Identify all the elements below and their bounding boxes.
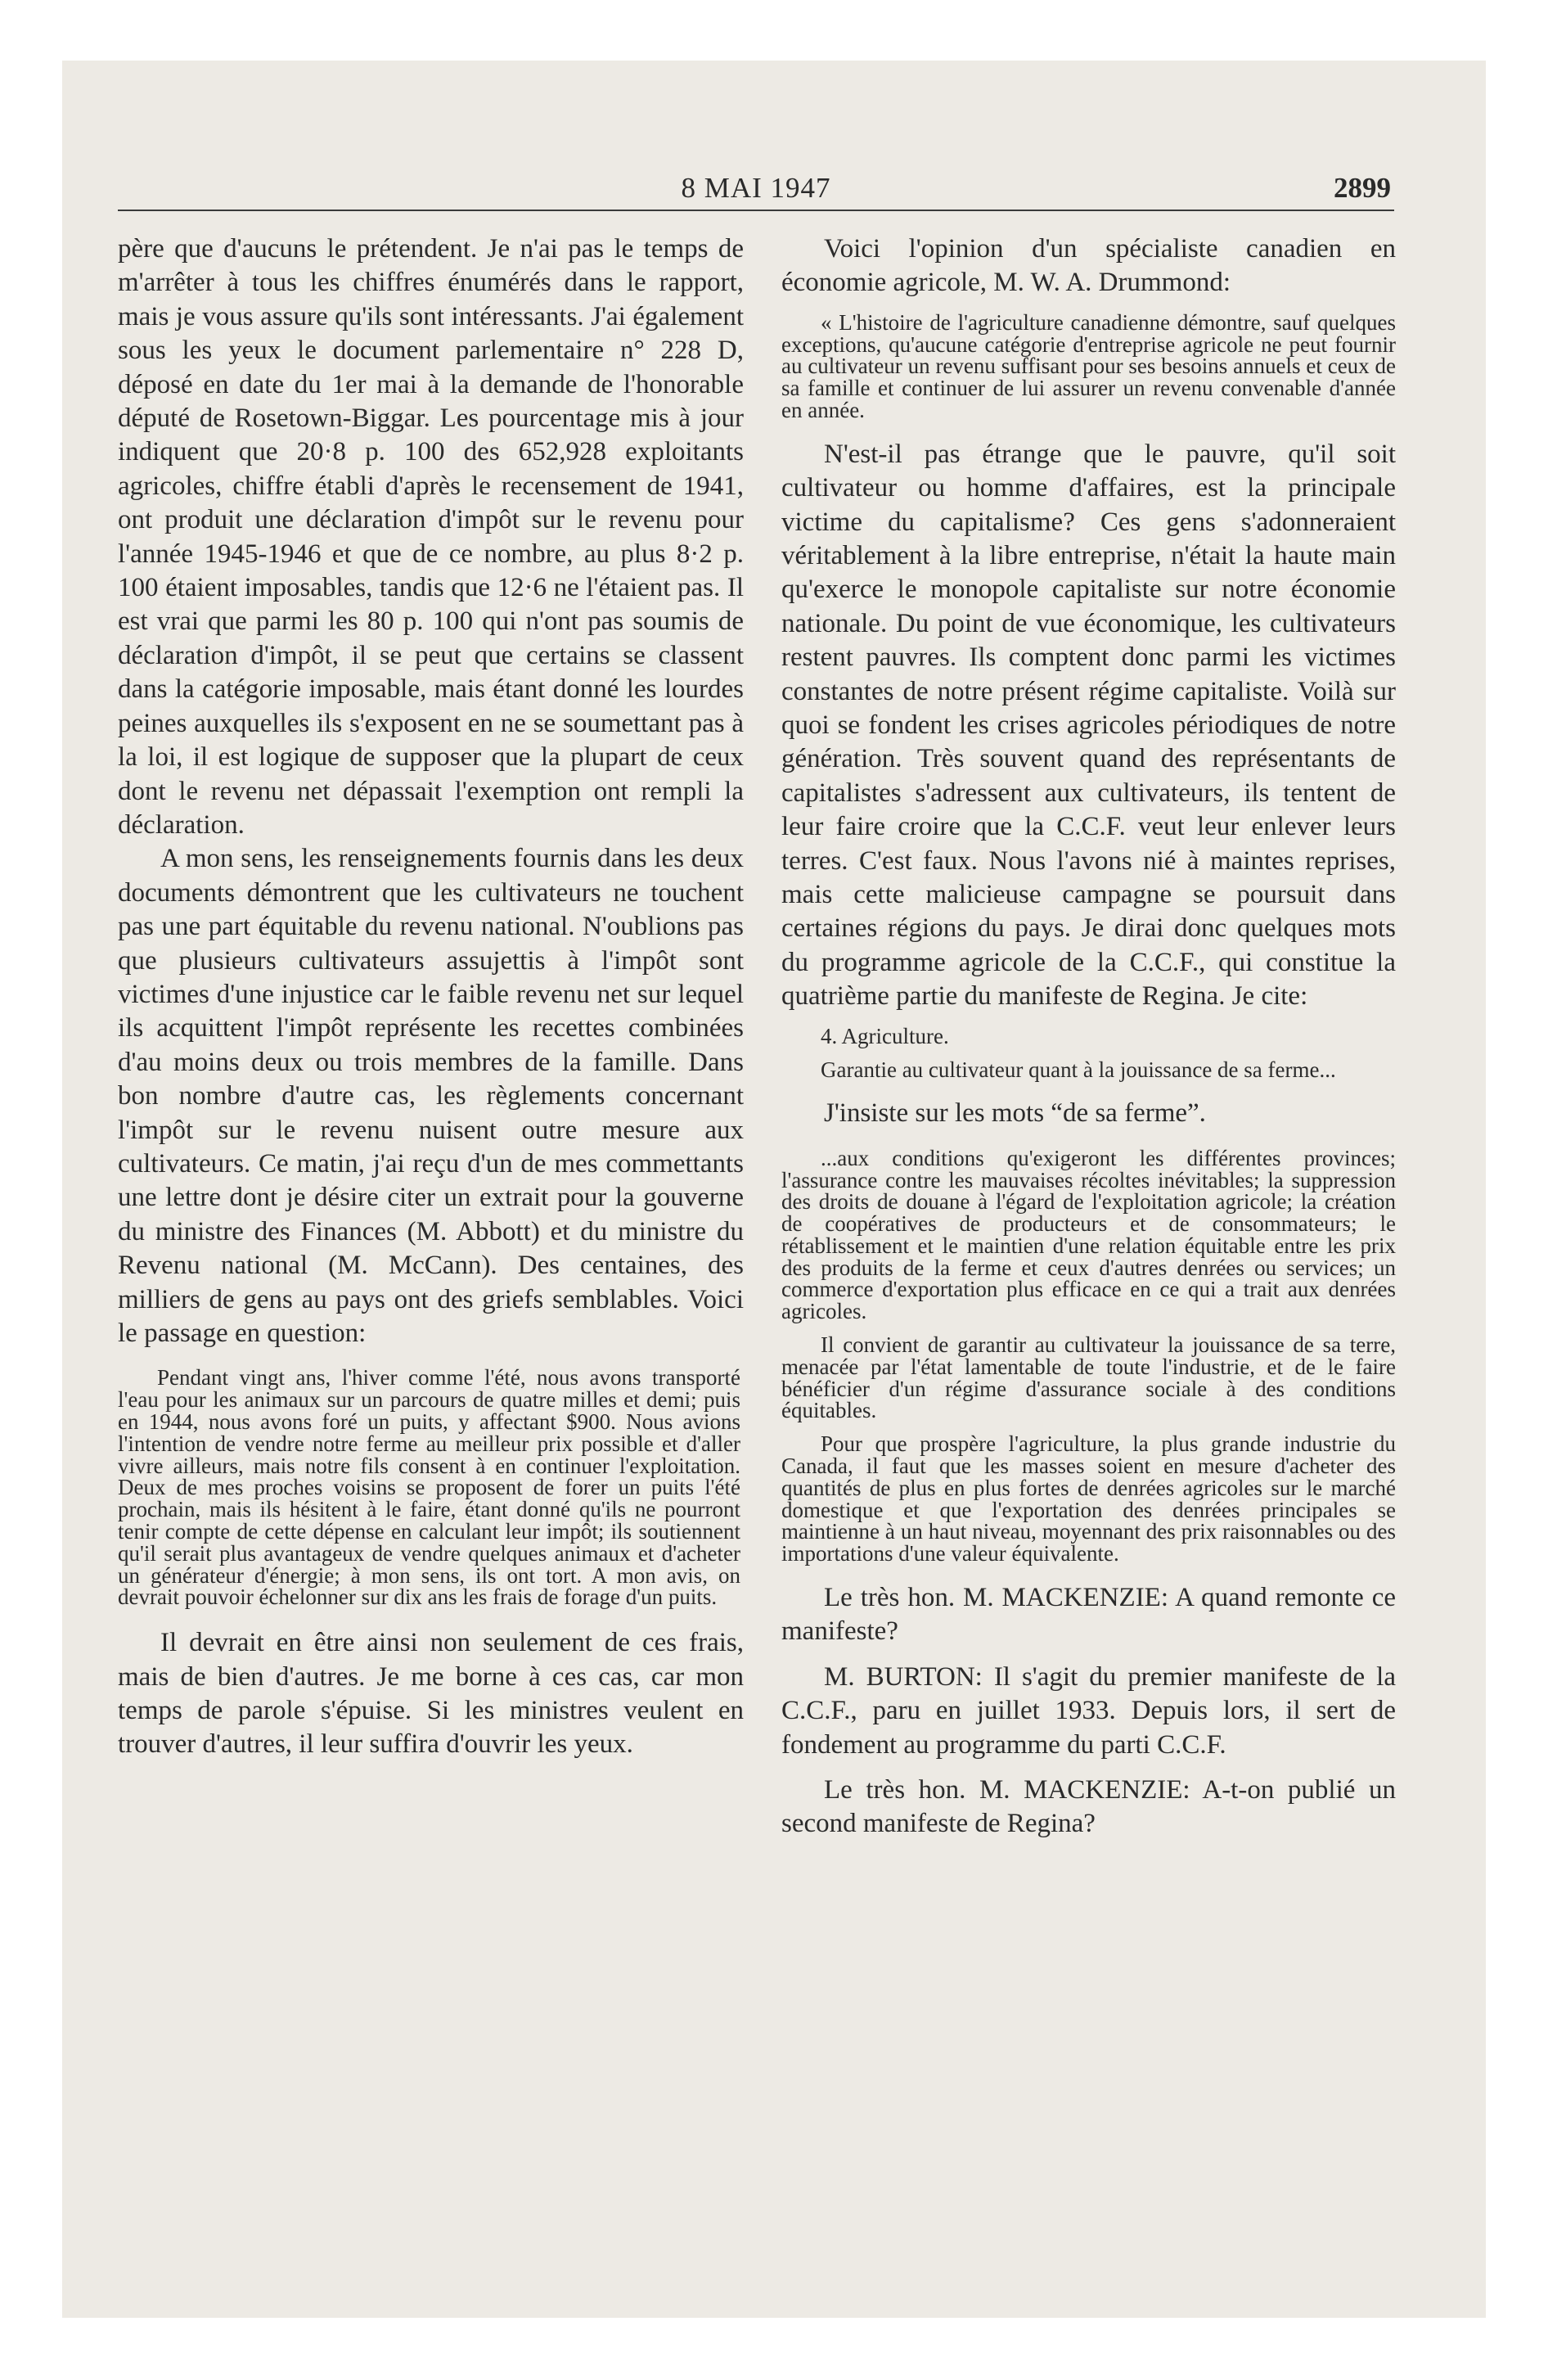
paragraph: J'insiste sur les mots “de sa ferme”.	[824, 1098, 1206, 1129]
quote-paragraph: Pendant vingt ans, l'hiver comme l'été, nous avons transporté l'eau pour les animaux sur un parcours de quatre milles et demi; puis en 1944, nous avons foré un puits, y affectant $900. Nous avions l'intention de vendre notre ferme au meilleur prix possible et d'aller vivre ailleurs, mais notre fils consent à en continuer l'exploitation. Deux de mes proches voisins se proposent de forer un puits l'été prochain, mais ils hésitent à le faire, étant donné qu'ils ne pourront tenir compte de cette dépense en calculant leur impôt; ils soutiennent qu'il serait plus avantageux de vendre quelques animaux et d'acheter un générateur d'énergie; à mon sens, ils ont tort. A mon avis, on devrait pouvoir échelonner sur dix ans les frais de forage d'un puits.	[118, 1365, 740, 1610]
quote-heading: 4. Agriculture.	[821, 1023, 949, 1048]
header-date: 8 MAI 1947	[681, 172, 831, 204]
paragraph: père que d'aucuns le prétendent. Je n'ai pas le temps de m'arrêter à tous les chiffres énumérés dans le rapport, mais je vous assure qu'ils sont intéressants. J'ai également sous les yeux le document parlementaire n° 228 D, déposé en date du 1er mai à la demande de l'honorable député de Rosetown-Biggar. Les pourcentage mis à jour indiquent que 20·8 p. 100 des 652,928 exploitants agricoles, chiffre établi d'après le recensement de 1941, ont produit une déclaration d'impôt sur le revenu pour l'année 1945-1946 et que de ce nombre, au plus 8·2 p. 100 étaient imposables, tandis que 12·6 ne l'étaient pas. Il est vrai que parmi les 80 p. 100 qui n'ont pas soumis de déclaration d'impôt, il se peut que certains se classent dans la catégorie imposable, mais étant donné les lourdes peines auxquelles ils s'exposent en ne se soumettant pas à la loi, il est logique de supposer que la plupart de ceux dont le revenu net dépassait l'exemption ont rempli la déclaration.	[118, 234, 744, 840]
paragraph: A mon sens, les renseignements fournis dans les deux documents démontrent que les cultivateurs ne touchent pas une part équitable du revenu national. N'oublions pas que plusieurs cultivateurs assujettis à l'impôt sont victimes d'une injustice car le faible revenu net sur lequel ils acquittent l'impôt représente les recettes combinées d'au moins deux ou trois membres de la famille. Dans bon nombre d'autre cas, les règlements concernant l'impôt sur le revenu nuisent outre mesure aux cultivateurs. Ce matin, j'ai reçu d'un de mes commettants une lettre dont je désire citer un extrait pour la gouverne du ministre des Finances (M. Abbott) et du ministre du Revenu national (M. McCann). Des centaines, des milliers de gens au pays ont des griefs semblables. Voici le passage en question:	[118, 844, 744, 1348]
paragraph: N'est-il pas étrange que le pauvre, qu'il soit cultivateur ou homme d'affaires, est la principale victime du capitalisme? Ces gens s'adonneraient véritablement à la libre entreprise, n'était la haute main qu'exerce le monopole capitaliste sur notre économie nationale. Du point de vue économique, les cultivateurs restent pauvres. Ils comptent donc parmi les victimes constantes de notre présent régime capitaliste. Voilà sur quoi se fondent les crises agricoles périodiques de notre génération. Très souvent quand des représentants de capitalistes s'adressent aux cultivateurs, ils tentent de leur faire croire que la C.C.F. veut leur enlever leurs terres. C'est faux. Nous l'avons nié à maintes reprises, mais cette malicieuse campagne se poursuit dans certaines régions du pays. Je dirai donc quelques mots du programme agricole de la C.C.F., qui constitue la quatrième partie du manifeste de Regina. Je cite:	[781, 439, 1396, 1012]
quote-paragraph: Garantie au cultivateur quant à la jouissance de sa ferme...	[821, 1057, 1336, 1082]
quote-paragraph: « L'histoire de l'agriculture canadienne démontre, sauf quelques exceptions, qu'aucune catégorie d'entreprise agricole ne peut fournir au cultivateur un revenu suffisant pour ses besoins annuels et ceux de sa famille et continuer de lui assurer un revenu convenable d'année en année.	[781, 309, 1396, 422]
quote-paragraph: Il convient de garantir au cultivateur la jouissance de sa terre, menacée par l'état lamentable de toute l'industrie, et de le faire bénéficier d'un régime d'assurance sociale à des conditions équitables.	[781, 1332, 1396, 1423]
paragraph: Voici l'opinion d'un spécialiste canadien en économie agricole, M. W. A. Drummond:	[781, 234, 1396, 298]
block-quote	[118, 1367, 740, 1608]
left-column	[118, 232, 744, 1762]
quote-paragraph: Pour que prospère l'agriculture, la plus grande industrie du Canada, il faut que les masses soient en mesure d'acheter des quantités de plus en plus fortes de denrées agricoles sur le marché domestique et que l'exportation des denrées principales se maintienne à un haut niveau, moyennant des prix raisonnables ou des importations d'une valeur équivalente.	[781, 1431, 1396, 1566]
paragraph: Il devrait en être ainsi non seulement de ces frais, mais de bien d'autres. Je me borne à ces cas, car mon temps de parole s'épuise. Si les ministres veulent en trouver d'autres, il leur suffira d'ouvrir les yeux.	[118, 1628, 744, 1760]
paragraph: Le très hon. M. MACKENZIE: A-t-on publié un second manifeste de Regina?	[781, 1775, 1396, 1839]
page-number: 2899	[1334, 172, 1391, 204]
page-header	[118, 169, 1394, 211]
right-column	[781, 232, 1396, 1841]
quote-paragraph: ...aux conditions qu'exigeront les différentes provinces; l'assurance contre les mauvaises récoltes inévitables; la suppression des droits de douane à l'égard de l'exploitation agricole; la création de coopératives de producteurs et de consommateurs; le rétablissement et le maintien d'une relation équitable entre les prix des produits de la ferme et ceux d'autres denrées ou services; un commerce d'exportation plus efficace en ce qui a trait aux denrées agricoles.	[781, 1145, 1396, 1324]
paragraph: Le très hon. M. MACKENZIE: A quand remonte ce manifeste?	[781, 1583, 1396, 1647]
paragraph: M. BURTON: Il s'agit du premier manifeste de la C.C.F., paru en juillet 1933. Depuis lors, il sert de fondement au programme du parti C.C.F.	[781, 1661, 1396, 1760]
